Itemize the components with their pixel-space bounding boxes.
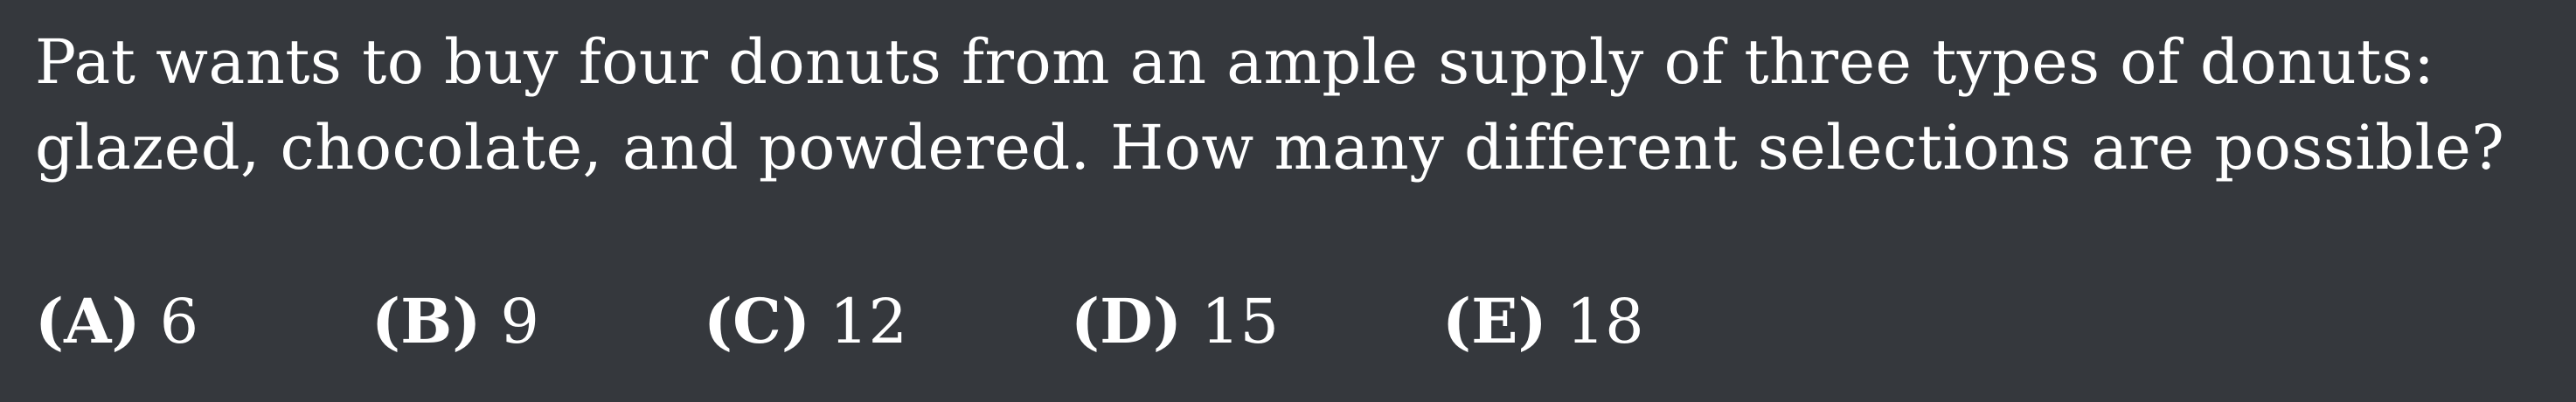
choice-e-value: 18 (1566, 286, 1644, 357)
choice-e-letter: (E) (1442, 285, 1547, 357)
choice-c[interactable] (704, 278, 907, 365)
choice-a-value: 6 (159, 286, 199, 357)
question-line-2: glazed, chocolate, and powdered. How many different selections are possible? (35, 112, 2505, 184)
choice-c-value: 12 (829, 286, 908, 357)
choice-e[interactable] (1442, 278, 1644, 365)
choice-a[interactable] (35, 278, 198, 365)
choice-b-letter: (B) (371, 285, 482, 357)
choice-b[interactable] (371, 278, 539, 365)
question-line-1: Pat wants to buy four donuts from an ample supply of three types of donuts: (35, 26, 2435, 98)
answer-choices (35, 278, 2552, 365)
choice-b-value: 9 (500, 286, 539, 357)
choice-d-letter: (D) (1071, 285, 1182, 357)
choice-c-letter: (C) (704, 285, 810, 357)
choice-d[interactable] (1071, 278, 1279, 365)
problem-statement (35, 19, 2552, 191)
choice-d-value: 15 (1200, 286, 1280, 357)
choice-a-letter: (A) (35, 285, 141, 357)
